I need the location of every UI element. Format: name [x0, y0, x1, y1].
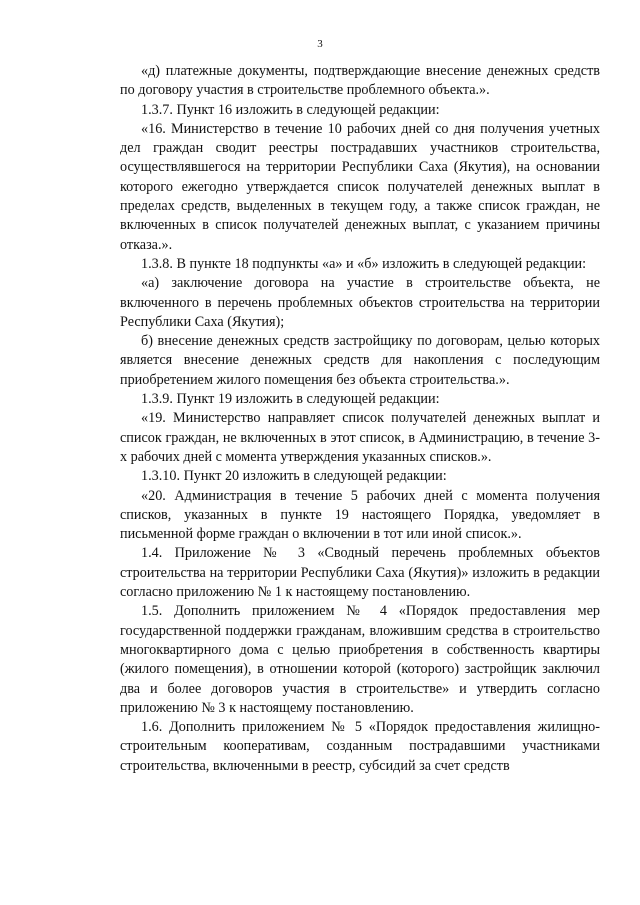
- paragraph-1-6: 1.6. Дополнить приложением № 5 «Порядок предоставления жилищно-строительным кооперативам, созданным пострадавшими участниками строительства, включенными в реестр, субсидий за счет средств: [120, 719, 600, 774]
- paragraph-point-16: «16. Министерство в течение 10 рабочих дней со дня получения учетных дел граждан сводит реестры пострадавших участников строительства, осуществлявшегося на территории Республики Саха (Якутия), на основании которого ежегодно утверждается список получателей денежных выплат в пределах средств, выделенных в текущем году, а также список граждан, не включенных в список получателей денежных выплат, с указанием причины отказа.».: [120, 120, 600, 253]
- paragraph-1-3-7: 1.3.7. Пункт 16 изложить в следующей редакции:: [141, 101, 440, 118]
- paragraph-1-4: 1.4. Приложение № 3 «Сводный перечень проблемных объектов строительства на территории Республики Саха (Якутия)» изложить в редакции согласно приложению № 1 к настоящему постановлению.: [120, 545, 600, 601]
- paragraph-item-d: «д) платежные документы, подтверждающие внесение денежных средств по договору участия в строительстве проблемного объекта.».: [120, 63, 600, 99]
- paragraph-1-5: 1.5. Дополнить приложением № 4 «Порядок предоставления мер государственной поддержки гражданам, вложившим средства в строительство многоквартирного дома с целью приобретения в собственность квартиры (жилого помещения), в отношении которой (которого) застройщик заключил два и более договоров участия в строительстве» и утвердить согласно приложению № 3 к настоящему постановлению.: [120, 603, 600, 716]
- paragraph-subpoint-b: б) внесение денежных средств застройщику по договорам, целью которых является внесение денежных средств для накопления с последующим приобретением жилого помещения без объекта строительства.».: [120, 333, 600, 388]
- paragraph-1-3-10: 1.3.10. Пункт 20 изложить в следующей редакции:: [141, 468, 447, 485]
- paragraph-1-3-8: 1.3.8. В пункте 18 подпункты «а» и «б» изложить в следующей редакции:: [141, 255, 587, 272]
- paragraph-point-19: «19. Министерство направляет список получателей денежных выплат и список граждан, не включенных в этот список, в Администрацию, в течение 3-х рабочих дней с момента утверждения указанных списков.».: [120, 410, 600, 465]
- paragraph-subpoint-a: «а) заключение договора на участие в строительстве объекта, не включенного в перечень проблемных объектов строительства на территории Республики Саха (Якутия);: [120, 275, 600, 330]
- paragraph-1-3-9: 1.3.9. Пункт 19 изложить в следующей редакции:: [141, 391, 440, 408]
- page-number: 3: [317, 38, 323, 50]
- paragraph-point-20: «20. Администрация в течение 5 рабочих дней с момента получения списков, указанных в пункте 19 настоящего Порядка, уведомляет в письменной форме граждан о включении в тот или иной список.».: [120, 487, 600, 543]
- document-body: [120, 62, 600, 776]
